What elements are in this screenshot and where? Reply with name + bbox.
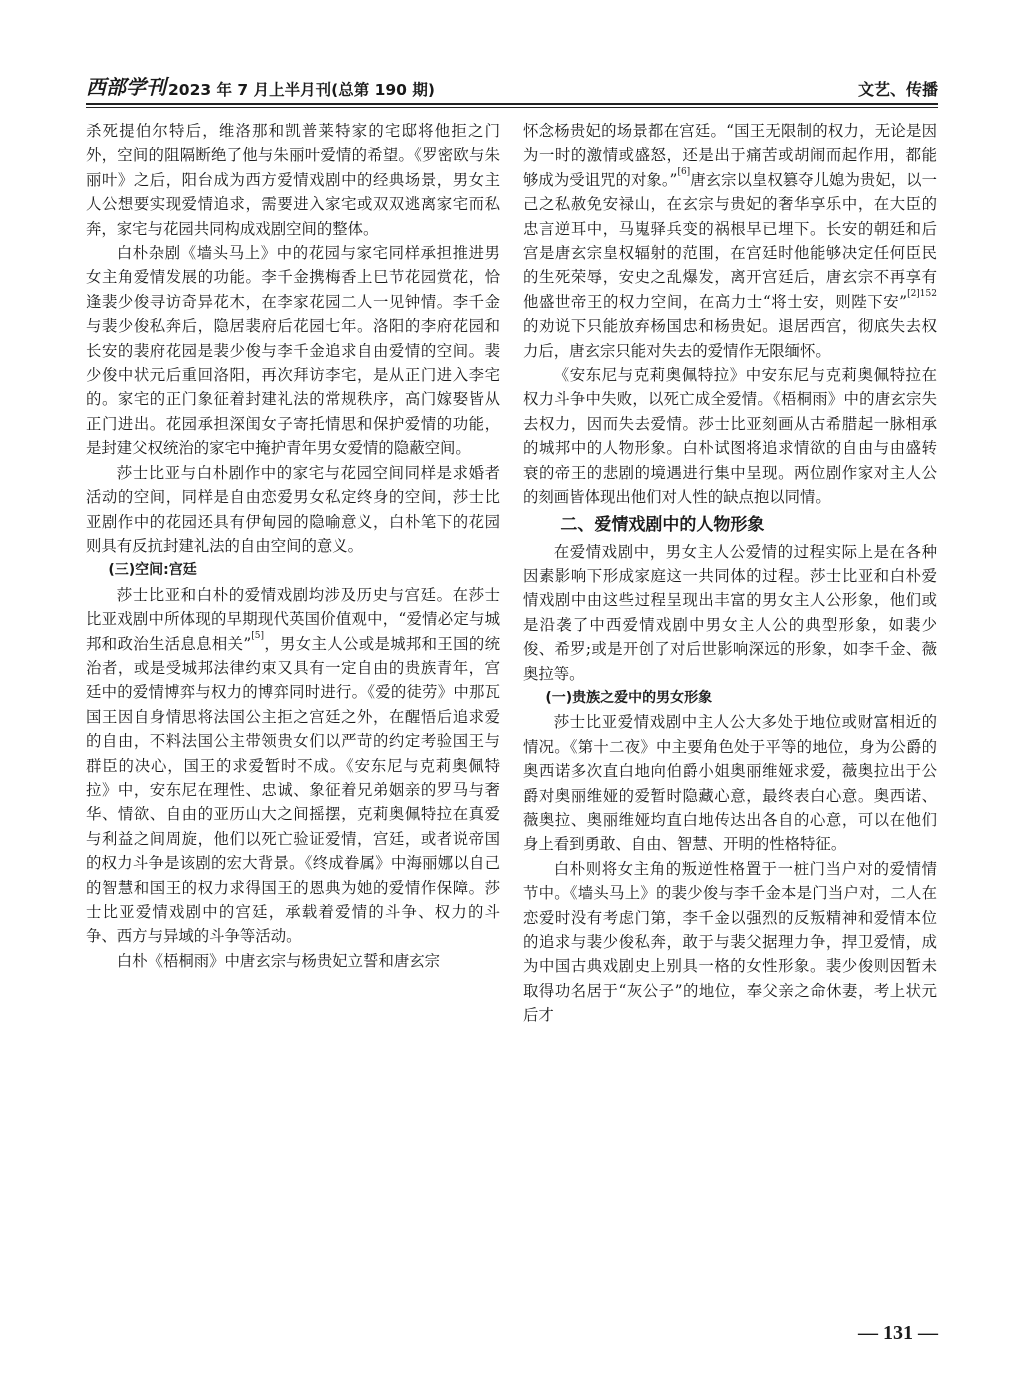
section-title: 文艺、传播: [857, 80, 938, 99]
page-number: — 131 —: [858, 1322, 938, 1344]
paragraph: 在爱情戏剧中，男女主人公爱情的过程实际上是在各种因素影响下形成家庭这一共同体的过程。莎士比亚和白朴爱情戏剧中由这些过程呈现出丰富的男女主人公形象，他们或是沿袭了中西爱情戏剧中男女主人公的典型形象，如裴少俊、希罗;或是开创了对后世影响深远的形象，如李千金、薇奥拉等。: [523, 542, 937, 683]
left-column: [86, 119, 500, 973]
subsection-heading: (一)贵族之爱中的男女形象: [545, 689, 713, 706]
section-heading: 二、爱情戏剧中的人物形象: [560, 514, 765, 535]
issue-info: 2023 年 7 月上半月刊(总第 190 期): [168, 81, 435, 99]
paragraph: 杀死提伯尔特后，维洛那和凯普莱特家的宅邸将他拒之门外，空间的阻隔断绝了他与朱丽叶爱情的希望。《罗密欧与朱丽叶》之后，阳台成为西方爱情戏剧中的经典场景，男女主人公想要实现爱情追求，需要进入家宅或双双逃离家宅而私奔，家宅与花园共同构成戏剧空间的整体。: [86, 122, 500, 238]
paragraph: 《安东尼与克莉奥佩特拉》中安东尼与克莉奥佩特拉在权力斗争中失败，以死亡成全爱情。《梧桐雨》中的唐玄宗失去权力，因而失去爱情。莎士比亚刻画从古希腊起一脉相承的城邦中的人物形象。白朴试图将追求情欲的自由与由盛转衰的帝王的悲剧的境遇进行集中呈现。两位剧作家对主人公的刻画皆体现出他们对人性的缺点抱以同情。: [523, 366, 937, 507]
citation-marker: [5]: [251, 630, 264, 641]
subsection-heading: (三)空间:宫廷: [108, 562, 197, 579]
citation-marker: [2]152: [907, 288, 937, 299]
paragraph: 莎士比亚爱情戏剧中主人公大多处于地位或财富相近的情况。《第十二夜》中主要角色处于平等的地位，身为公爵的奥西诺多次直白地向伯爵小姐奥丽维娅求爱，薇奥拉出于公爵对奥丽维娅的爱暂时隐藏心意，最终表白心意。奥西诺、薇奥拉、奥丽维娅均直白地传达出各自的心意，可以在他们身上看到勇敢、自由、智慧、开明的性格特征。: [523, 713, 937, 854]
paragraph: 白朴杂剧《墙头马上》中的花园与家宅同样承担推进男女主角爱情发展的功能。李千金携梅香上巳节花园赏花，恰逢裴少俊寻访奇异花木，在李家花园二人一见钟情。李千金与裴少俊私奔后，隐居裴府后花园七年。洛阳的李府花园和长安的裴府花园是裴少俊与李千金追求自由爱情的空间。裴少俊中状元后重回洛阳，再次拜访李宅，是从正门进入李宅的。家宅的正门象征着封建礼法的常规秩序，高门嫁娶皆从正门进出。花园承担深闺女子寄托情思和保护爱情的功能，是封建父权统治的家宅中掩护青年男女爱情的隐蔽空间。: [86, 244, 500, 458]
paragraph: 莎士比亚和白朴的爱情戏剧均涉及历史与宫廷。在莎士比亚戏剧中所体现的早期现代英国价值观中，“爱情必定与城邦和政治生活息息相关”[5]，男女主人公或是城邦和王国的统治者，或是受城邦法律约束又具有一定自由的贵族青年，宫廷中的爱情博弈与权力的博弈同时进行。《爱的徒劳》中那瓦国王因自身情思将法国公主拒之宫廷之外，在醒悟后追求爱的自由，不料法国公主带领贵女们以严苛的约定考验国王与群臣的决心，国王的求爱暂时不成。《安东尼与克莉奥佩特拉》中，安东尼在理性、忠诚、象征着兄弟姻亲的罗马与奢华、情欲、自由的亚历山大之间摇摆，克莉奥佩特拉在真爱与利益之间周旋，他们以死亡验证爱情，宫廷，或者说帝国的权力斗争是该剧的宏大背景。《终成眷属》中海丽娜以自己的智慧和国王的权力求得国王的恩典为她的爱情作保障。莎士比亚爱情戏剧中的宫廷，承载着爱情的斗争、权力的斗争、西方与异域的斗争等活动。: [86, 585, 500, 946]
header-rule-thin: [86, 107, 938, 108]
paragraph: 莎士比亚与白朴剧作中的家宅与花园空间同样是求婚者活动的空间，同样是自由恋爱男女私定终身的空间，莎士比亚剧作中的花园还具有伊甸园的隐喻意义，白朴笔下的花园则具有反抗封建礼法的自由空间的意义。: [86, 463, 500, 555]
paragraph: 怀念杨贵妃的场景都在宫廷。“国王无限制的权力，无论是因为一时的激情或盛怒，还是出于痛苦或胡闹而起作用，都能够成为受诅咒的对象。”[6]唐玄宗以皇权篡夺儿媳为贵妃，以一己之私赦免安禄山，在玄宗与贵妃的奢华享乐中，在大臣的忠言逆耳中，马嵬驿兵变的祸根早已埋下。长安的朝廷和后宫是唐玄宗皇权辐射的范围，在宫廷时他能够决定任何臣民的生死荣辱，安史之乱爆发，离开宫廷后，唐玄宗不再享有他盛世帝王的权力空间，在高力士“将士安，则陛下安”$^{[2]152}$的劝说下只能放弃杨国忠和杨贵妃。退居西宫，彻底失去权力后，唐玄宗只能对失去的爱情作无限缅怀。: [523, 122, 937, 360]
header-left: [86, 71, 435, 100]
journal-logo: 西部学刊: [86, 75, 166, 99]
running-header: [86, 70, 938, 100]
paragraph: 白朴则将女主角的叛逆性格置于一桩门当户对的爱情情节中。《墙头马上》的裴少俊与李千金本是门当户对，二人在恋爱时没有考虑门第，李千金以强烈的反叛精神和爱情本位的追求与裴少俊私奔，敢于与裴父据理力争，捍卫爱情，成为中国古典戏剧史上别具一格的女性形象。裴少俊则因暂未取得功名居于“灰公子”的地位，奉父亲之命休妻，考上状元后才: [523, 859, 937, 1025]
right-column: [523, 119, 937, 1028]
citation-marker: [6]: [677, 166, 691, 177]
header-rule-thick: [86, 103, 938, 105]
paragraph: 白朴《梧桐雨》中唐玄宗与杨贵妃立誓和唐玄宗: [116, 951, 441, 970]
